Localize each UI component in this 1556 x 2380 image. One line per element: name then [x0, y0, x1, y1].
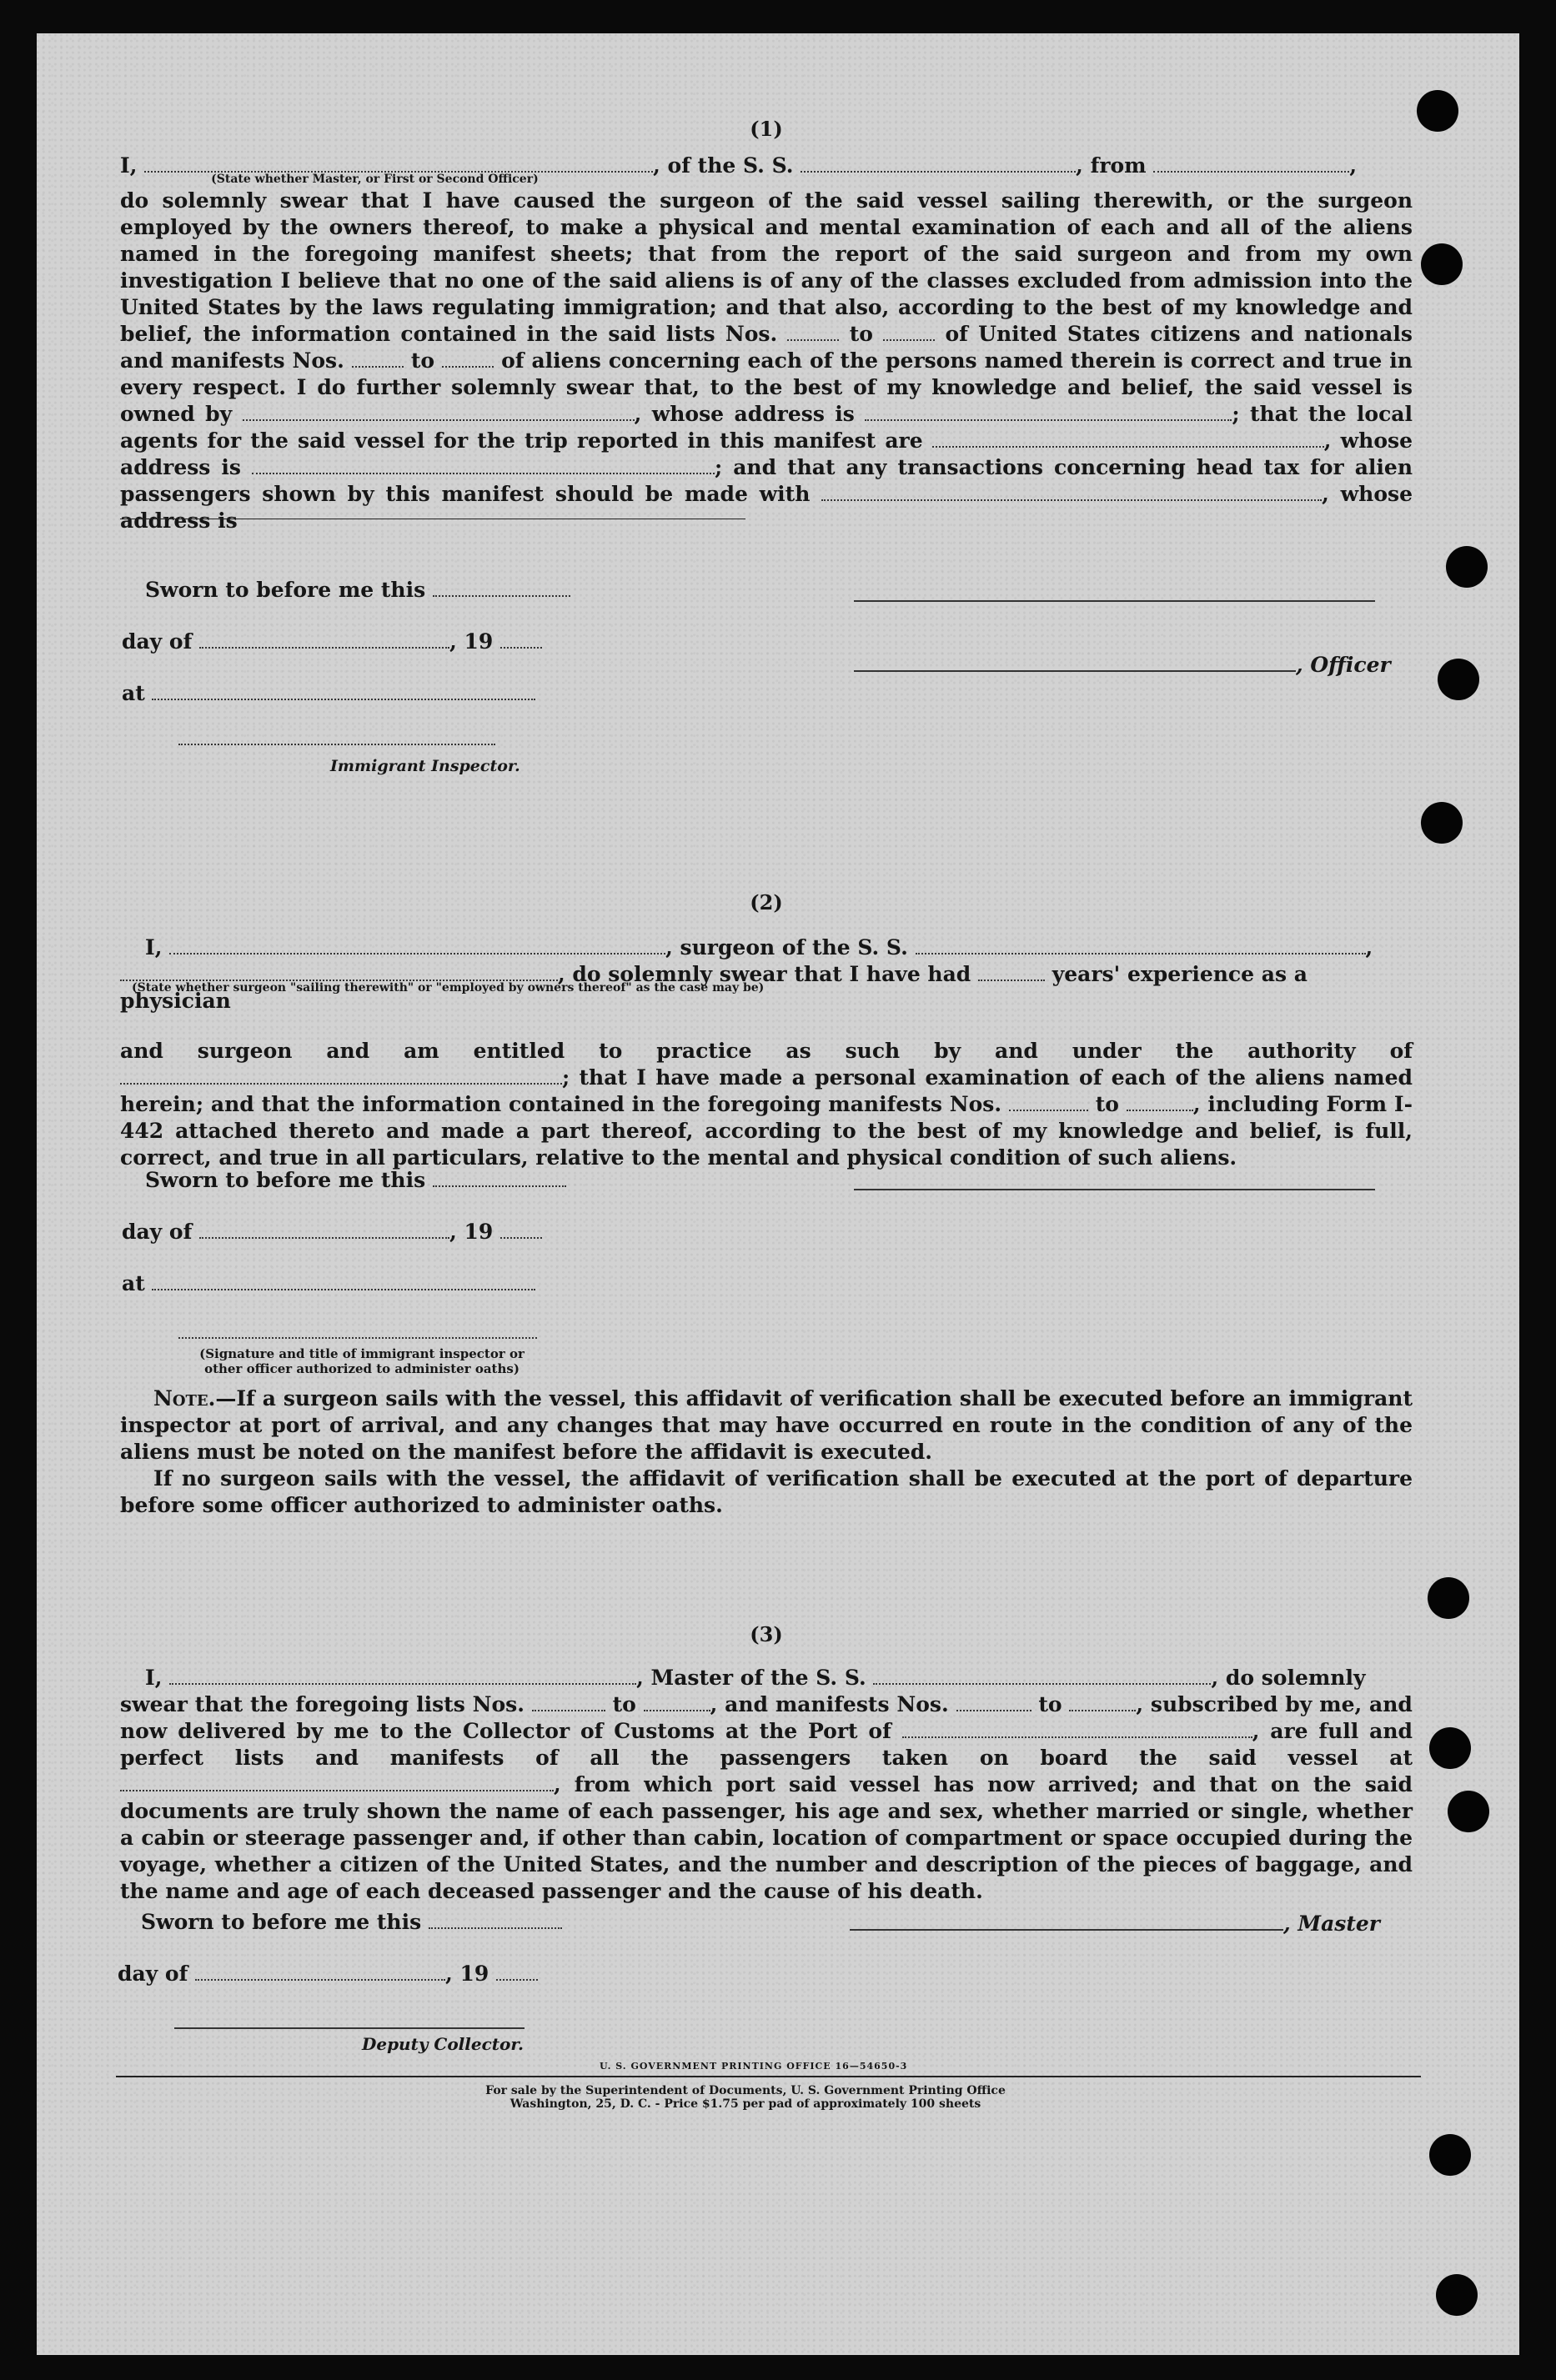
officer-title: , Officer: [1296, 653, 1391, 677]
s3-manifests-from-field[interactable]: [956, 1691, 1031, 1711]
master-title: , Master: [1283, 1912, 1380, 1936]
binder-hole: [1446, 546, 1488, 588]
s3-sworn-year-field[interactable]: [496, 1961, 538, 1981]
gpo-imprint: U. S. GOVERNMENT PRINTING OFFICE 16—54650-3: [600, 2061, 908, 2072]
deputy-title: Deputy Collector.: [362, 2034, 525, 2054]
master-signature-line[interactable]: [850, 1911, 1283, 1931]
note-block: Note.—If a surgeon sails with the vessel, this affidavit of verification shall be executed before an immigrant inspector at port of arrival, and any changes that may have occurred en route in the condition of any of the aliens must be noted on the manifest before the affidavit is executed. If no surgeon sails with the vessel, the affidavit of verification shall be executed at the port of departure before some officer authorized to administer oaths.: [120, 1386, 1413, 1517]
surgeon-vessel-field[interactable]: [916, 934, 1366, 955]
binder-hole: [1417, 90, 1458, 132]
sale-notice: For sale by the Superintendent of Documents, U. S. Government Printing Office Washington, 25, D. C. - Price $1.75 per pad of approximately 100 sheets: [485, 2084, 1006, 2111]
surgeon-name-field[interactable]: [169, 934, 665, 955]
s2-sworn-year-field[interactable]: [500, 1219, 542, 1239]
sworn-day-field[interactable]: [433, 577, 570, 597]
binder-hole: [1429, 2134, 1471, 2176]
sworn-month-field[interactable]: [199, 629, 449, 649]
agents-address-field[interactable]: [252, 454, 715, 474]
surgeon-manifest-to-field[interactable]: [1127, 1091, 1193, 1111]
vessel-name-field[interactable]: [801, 153, 1076, 173]
surgeon-caption: (State whether surgeon "sailing therewith" or "employed by owners thereof" as the case may be): [132, 981, 765, 995]
s2-sworn-day-field[interactable]: [433, 1167, 566, 1187]
manifests-from-field[interactable]: [352, 348, 404, 368]
binder-hole: [1429, 1727, 1471, 1769]
surgeon-status-field[interactable]: [120, 961, 558, 981]
section-heading: (1): [750, 117, 783, 141]
owner-field[interactable]: [243, 401, 635, 421]
s2-inspector-signature-line[interactable]: [178, 1319, 537, 1339]
local-agents-field[interactable]: [932, 428, 1324, 448]
inspector-title: Immigrant Inspector.: [330, 757, 520, 775]
footer-rule: [116, 2076, 1421, 2077]
port-of-embarkation-field[interactable]: [120, 1771, 554, 1791]
surgeon-manifest-from-field[interactable]: [1009, 1091, 1088, 1111]
master-name-field[interactable]: [169, 1665, 636, 1685]
s3-sworn-month-field[interactable]: [195, 1961, 445, 1981]
section3-body: swear that the foregoing lists Nos. to , and manifests Nos. to , subscribed by me, and now delivered by me to the Collector of Customs at the Port of , are full and perfect lists and manifests of all the passengers taken on board the said vessel at , from which port said vessel has now arrived; and that on the said documents are truly shown the name of each passenger, his age and sex, whether married or single, whether a cabin or steerage passenger and, if other than cabin, location of compartment or space occupied during the voyage, whether a citizen of the United States, and the number and description of the pieces of baggage, and the name and age of each deceased passenger and the cause of his death.: [120, 1692, 1413, 1903]
lists-to-field[interactable]: [883, 321, 935, 341]
authority-field[interactable]: [120, 1065, 562, 1085]
head-tax-field[interactable]: [821, 481, 1322, 501]
s3-sworn-day-field[interactable]: [429, 1909, 562, 1929]
s3-lists-from-field[interactable]: [532, 1691, 605, 1711]
s3-lists-to-field[interactable]: [644, 1691, 710, 1711]
officer-signature-line-1[interactable]: [854, 582, 1375, 602]
binder-hole: [1421, 243, 1463, 285]
affidavit-master: (1) I, (State whether Master, or First or Second Officer) , of the S. S. , from , do solemnly swear that I have caused the surgeon of the said vessel sailing therewith, or the surgeon employed by the owners thereof, to make a physical and mental examination of each and all of the aliens named in the foregoing manifest sheets; that from the report of the said surgeon and from my own investigation I believe that no one of the said aliens is of any of the classes excluded from admission into the United States by the laws regulating immigration; and that also, according to the best of my knowledge and belief, the information contained in the said lists Nos. to of United States citizens and nationals and manifests Nos. to of aliens concerning each of the persons named therein is correct and true in every respect. I do further solemnly swear that, to the best of my knowledge and belief, the said vessel is owned by , whose address is ; that the local agents for the said vessel for the trip reported in this manifest are , whose address is ; and that any transactions concerning head tax for alien passengers shown by this manifest should be made with , whose address is: [120, 117, 1413, 533]
section-heading: (2): [750, 890, 783, 914]
sworn-year-field[interactable]: [500, 629, 542, 649]
s2-sworn-place-field[interactable]: [152, 1270, 535, 1290]
affidavit-master-arrival: (3) I, , Master of the S. S. , do solemnly swear that the foregoing lists Nos. to , and manifests Nos. to , subscribed by me, and now delivered by me to the Collector of Customs at the Port of , are full and perfect lists and manifests of all the passengers taken on board the said vessel at , from which port said vessel has now arrived; and that on the said documents are truly shown the name of each passenger, his age and sex, whether married or single, whether a cabin or steerage passenger and, if other than cabin, location of compartment or space occupied during the voyage, whether a citizen of the United States, and the number and description of the pieces of baggage, and the name and age of each deceased passenger and the cause of his death.: [120, 1622, 1413, 1903]
binder-hole: [1438, 659, 1479, 700]
officer-name-field[interactable]: [144, 153, 653, 173]
signature-caption: (Signature and title of immigrant inspector or other officer authorized to administer oaths): [199, 1346, 525, 1376]
deputy-signature-line[interactable]: [174, 2009, 525, 2029]
s3-manifests-to-field[interactable]: [1069, 1691, 1136, 1711]
master-vessel-field[interactable]: [873, 1665, 1211, 1685]
years-experience-field[interactable]: [978, 961, 1045, 981]
lists-from-field[interactable]: [787, 321, 839, 341]
s2-sworn-month-field[interactable]: [199, 1219, 449, 1239]
port-of-customs-field[interactable]: [902, 1718, 1252, 1738]
port-from-field[interactable]: [1153, 153, 1349, 173]
sworn-place-field[interactable]: [152, 680, 535, 700]
officer-signature-line-2[interactable]: [854, 652, 1296, 672]
officer-caption: (State whether Master, or First or Second Officer): [211, 173, 539, 186]
binder-hole: [1428, 1577, 1469, 1619]
section1-body: do solemnly swear that I have caused the surgeon of the said vessel sailing therewith, or the surgeon employed by the owners thereof, to make a physical and mental examination of each and all of the aliens named in the foregoing manifest sheets; that from the report of the said surgeon and from my own investigation I believe that no one of the said aliens is of any of the classes excluded from admission into the United States by the laws regulating immigration; and that also, according to the best of my knowledge and belief, the information contained in the said lists Nos. to of United States citizens and nationals and manifests Nos. to of aliens concerning each of the persons named therein is correct and true in every respect. I do further solemnly swear that, to the best of my knowledge and belief, the said vessel is owned by , whose address is ; that the local agents for the said vessel for the trip reported in this manifest are , whose address is ; and that any transactions concerning head tax for alien passengers shown by this manifest should be made with , whose address is: [120, 188, 1413, 533]
section2-body: and surgeon and am entitled to practice as such by and under the authority of ; that I have made a personal examination of each of the aliens named herein; and that the information contained in the foregoing manifests Nos. to , including Form I-442 attached thereto and made a part thereof, according to the best of my knowledge and belief, is full, correct, and true in all particulars, relative to the mental and physical condition of such aliens.: [120, 1039, 1413, 1170]
surgeon-signature-line[interactable]: [854, 1170, 1375, 1190]
note-label: Note.: [153, 1386, 216, 1410]
binder-hole: [1436, 2274, 1478, 2316]
manifest-back-page: (1) I, (State whether Master, or First or Second Officer) , of the S. S. , from , do solemnly swear that I have caused the surgeon of the said vessel sailing therewith, or the surgeon employed by the owners thereof, to make a physical and mental examination of each and all of the aliens named in the foregoing manifest sheets; that from the report of the said surgeon and from my own investigation I believe that no one of the said aliens is of any of the classes excluded from admission into the United States by the laws regulating immigration; and that also, according to the best of my knowledge and belief, the information contained in the said lists Nos. to of United States citizens and nationals and manifests Nos. to of aliens concerning each of the persons named therein is correct and true in every respect. I do further solemnly swear that, to the best of my knowledge and belief, the said vessel is owned by , whose address is ; that the local agents for the said vessel for the trip reported in this manifest are , whose address is ; and that any transactions concerning head tax for alien passengers shown by this manifest should be made with , whose address is Sworn to before me this day of , 19 at Immigrant Inspector. , Officer (2) I, , surgeon of the S. S. , (State whether surgeon "sailing therewith" or "employed by owners thereof" as the case may be) , do solemnly swear that I have had years' experience as a physician and surgeon and am entitled to practice as such by and under the authority of ; that I have made a personal examination of each of the aliens named herein; and that the information contained in the foregoing manifests Nos. to , including Form I-442 attached thereto and made a part thereof, according to the best of my knowledge and belief, is full, correct, and true in all particulars, relative to the mental and physical condition of such aliens. Sworn to before me this day of , 19 at (Signature and title of immigrant inspector or other officer authorized to administer oaths) Note.—If a surgeon sails with the vessel, this affidavit of verification shall be executed before an immigrant inspector at port of arrival, and any changes that may have occurred en route in the condition of any of the aliens must be noted on the manifest before the affidavit is executed. If no surgeon sails with the vessel, the affidavit of verification shall be executed at the port of departure before some officer authorized to administer oaths. (3) I, , Master of the S. S. , do solemnly swear that the foregoing lists Nos. to , and manifests Nos. to , subscribed by me, and now delivered by me to the Collector of Customs at the Port of , are full and perfect lists and manifests of all the passengers taken on board the said vessel at , from which port said vessel has now arrived; and that on the said documents are truly shown the name of each passenger, his age and sex, whether married or single, whether a cabin or steerage passenger and, if other than cabin, location of compartment or space occupied during the voyage, whether a citizen of the United States, and the number and description of the pieces of baggage, and the name and age of each deceased passenger and the cause of his death. Sworn to before me this , Master day of , 19 Deputy Collector. U. S. GOVERNMENT PRINTING OFFICE 16—54650-3 For sale by the Superintendent of Documents, U. S. Government Printing Office Washington, 25, D. C. - Price $1.75 per pad of approximately 100 sheets: [37, 33, 1519, 2355]
section-heading: (3): [750, 1622, 783, 1646]
inspector-signature-line[interactable]: [178, 725, 495, 745]
binder-hole: [1421, 802, 1463, 844]
binder-hole: [1448, 1791, 1489, 1832]
affidavit-surgeon: (2) I, , surgeon of the S. S. , (State whether surgeon "sailing therewith" or "employed by owners thereof" as the case may be) , do solemnly swear that I have had years' experience as a physician and surgeon and am entitled to practice as such by and under the authority of ; that I have made a personal examination of each of the aliens named herein; and that the information contained in the foregoing manifests Nos. to , including Form I-442 attached thereto and made a part thereof, according to the best of my knowledge and belief, is full, correct, and true in all particulars, relative to the mental and physical condition of such aliens.: [120, 890, 1413, 1170]
owner-address-field[interactable]: [865, 401, 1232, 421]
manifests-to-field[interactable]: [442, 348, 494, 368]
